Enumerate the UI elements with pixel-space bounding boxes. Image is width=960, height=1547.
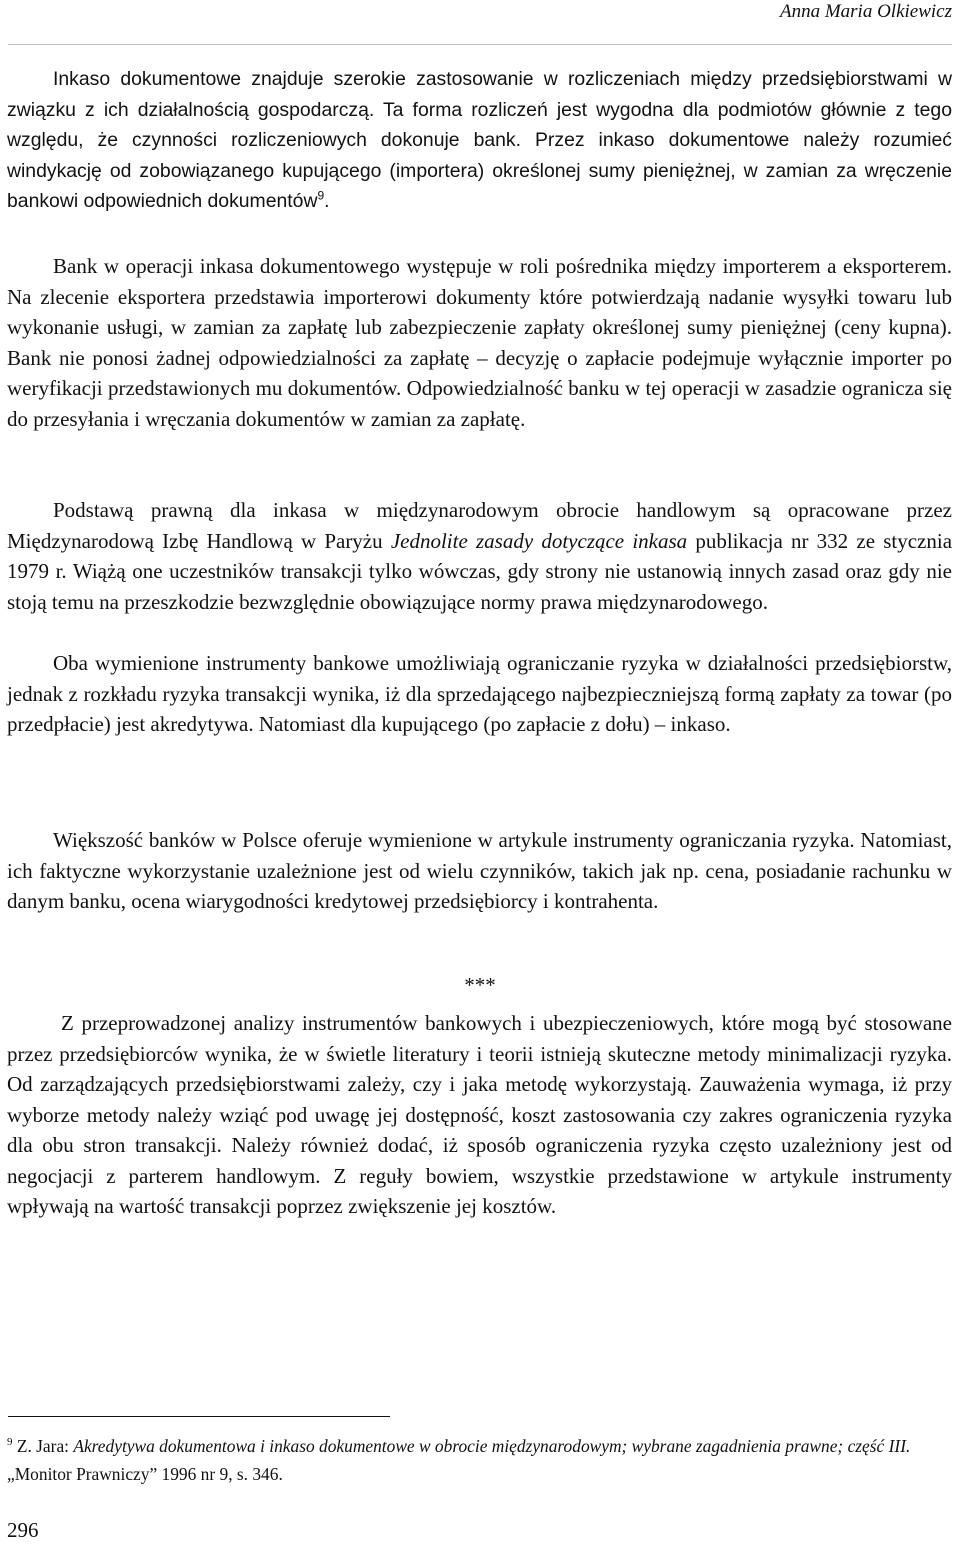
paragraph-polish-banks: Większość banków w Polsce oferuje wymienione w artykule instrumenty ograniczania ryzyka. Natomiast, ich faktyczne wykorzystanie uzależnione jest od wielu czynników, takich jak np. cena, posiadanie rachunku w danym banku, ocena wiarygodności kredytowej przedsiębiorcy i kontrahenta.: [7, 828, 952, 913]
footnote-title: Akredytywa dokumentowa i inkaso dokumentowe w obrocie międzynarodowym; wybrane zagadnienia prawne; część III.: [73, 1436, 911, 1456]
footnote-author: Z. Jara:: [12, 1436, 74, 1456]
paragraph-text: publikacja nr 332 ze stycznia 1979 r. Wiążą one uczestników transakcji tylko wówczas, gdy strony nie ustanowią innych zasad oraz gdy nie stoją temu na przeszkodzie bezwzględnie obowiązujące normy prawa międzynarodowego.: [7, 528, 953, 614]
section-separator: ***: [464, 973, 496, 997]
paragraph-text: Inkaso dokumentowe znajduje szerokie zastosowanie w rozliczeniach między przedsiębiorstwami w związku z ich działalnością gospodarczą. Ta forma rozliczeń jest wygodna dla podmiotów głównie z tego względu, że czynności rozliczeniowych dokonuje bank. Przez inkaso dokumentowe należy rozumieć windykację od zobowiązanego kupującego (importera) określonej sumy pieniężnej, w zamian za wręczenie bankowi odpowiednich dokumentów: [7, 68, 952, 212]
footnote-divider: [8, 1416, 390, 1417]
footnote: [7, 1432, 952, 1488]
paragraph-legal-basis: [7, 495, 952, 617]
footnote-reference[interactable]: 9: [317, 188, 325, 203]
paragraph-bank-role: Bank w operacji inkasa dokumentowego występuje w roli pośrednika między importerem a eksporterem. Na zlecenie eksportera przedstawia importerowi dokumenty które potwierdzają nadanie wysyłki towaru lub wykonanie usługi, w zamian za zapłatę lub zabezpieczenie zapłaty określonej sumy pieniężnej (ceny kupna). Bank nie ponosi żadnej odpowiedzialności za zapłatę – decyzję o zapłacie podejmuje wyłącznie importer po weryfikacji przedstawionych mu dokumentów. Odpowiedzialność banku w tej operacji w zasadzie ogranicza się do przesyłania i wręczania dokumentów w zamian za zapłatę.: [7, 254, 952, 431]
paragraph-conclusion: Z przeprowadzonej analizy instrumentów bankowych i ubezpieczeniowych, które mogą być stosowane przez przedsiębiorców wynika, że w świetle literatury i teorii istnieją skuteczne metody minimalizacji ryzyka. Od zarządzających przedsiębiorstwami zależy, czy i jaka metodę wykorzystają. Zauważenia wymaga, iż przy wyborze metody należy wziąć pod uwagę jej dostępność, koszt zastosowania czy zakres ograniczenia ryzyka dla obu stron transakcji. Należy również dodać, iż sposób ograniczenia ryzyka często uzależniony jest od negocjacji z parterem handlowym. Z reguły bowiem, wszystkie przedstawione w artykule instrumenty wpływają na wartość transakcji poprzez zwiększenie jej kosztów.: [7, 1011, 952, 1218]
page-number: 296: [7, 1518, 39, 1542]
paragraph-text: Podstawą prawną dla inkasa w międzynarodowym obrocie handlowym są opracowane przez Międzynarodową Izbę Handlową w Paryżu: [7, 498, 952, 553]
running-header-author: Anna Maria Olkiewicz: [779, 1, 952, 22]
footnote-number: 9: [7, 1436, 13, 1449]
paragraph-inkaso-intro: [7, 64, 952, 217]
italic-title: Jednolite zasady dotyczące inkasa: [390, 528, 688, 553]
period: .: [324, 190, 330, 212]
footnote-source: „Monitor Prawniczy” 1996 nr 9, s. 346.: [7, 1464, 283, 1484]
paragraph-risk-instruments: Oba wymienione instrumenty bankowe umożliwiają ograniczanie ryzyka w działalności przedsiębiorstw, jednak z rozkładu ryzyka transakcji wynika, iż dla sprzedającego najbezpieczniejszą formą zapłaty za towar (po przedpłacie) jest akredytywa. Natomiast dla kupującego (po zapłacie z dołu) – inkaso.: [7, 651, 952, 736]
header-divider: [8, 44, 952, 45]
